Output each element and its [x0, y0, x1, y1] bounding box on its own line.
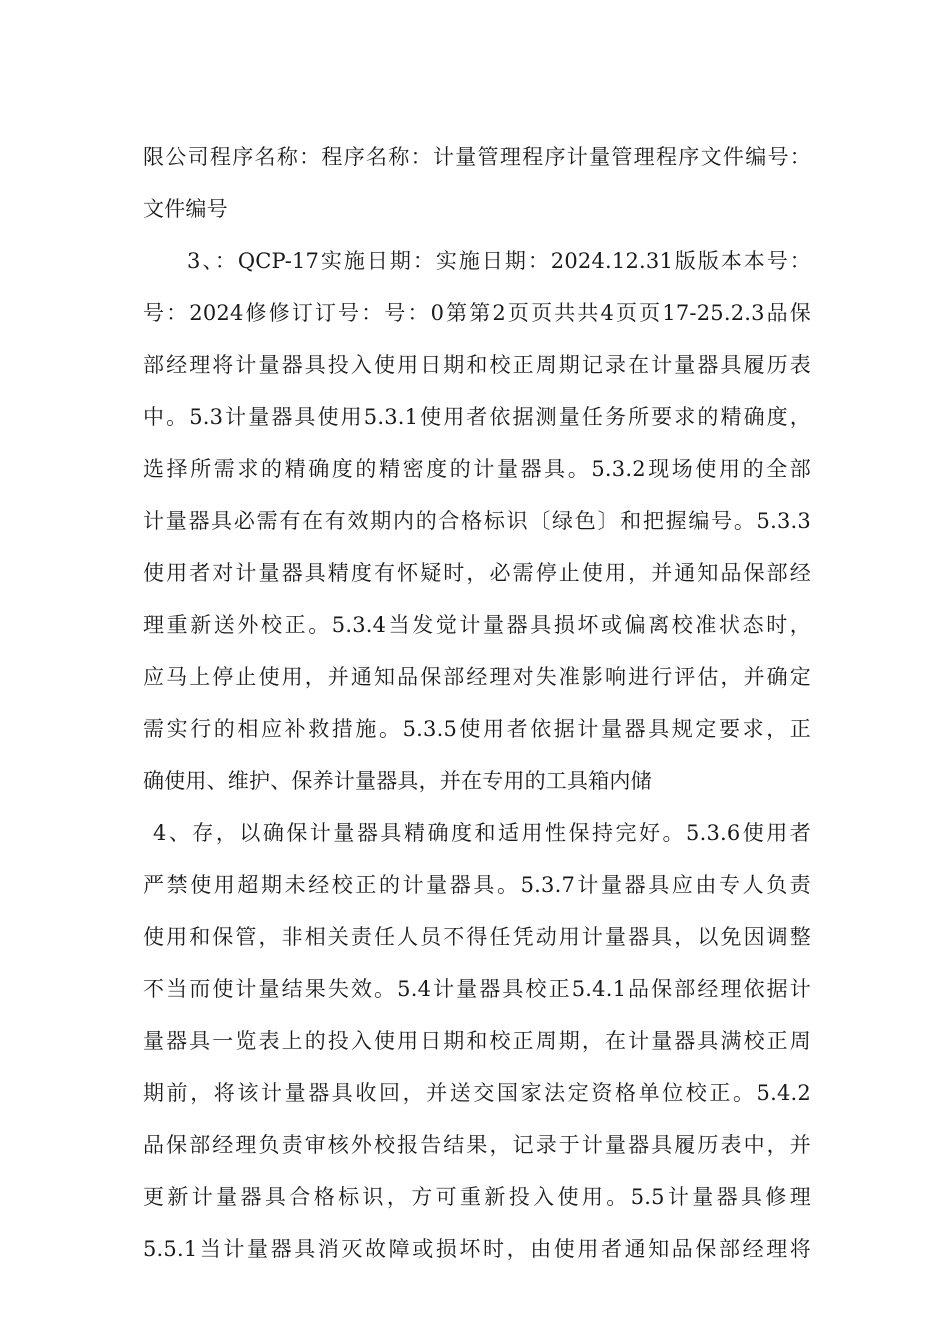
- text-line: 使用者对计量器具精度有怀疑时，必需停止使用，并通知品保部经: [143, 561, 811, 585]
- text-line: 选择所需求的精确度的精密度的计量器具。5.3.2现场使用的全部: [143, 457, 811, 481]
- text-line: 应马上停止使用，并通知品保部经理对失准影响进行评估，并确定: [143, 665, 811, 689]
- text-line: 使用和保管，非相关责任人员不得任凭动用计量器具，以免因调整: [143, 925, 811, 949]
- text-line: 部经理将计量器具投入使用日期和校正周期记录在计量器具履历表: [143, 353, 811, 377]
- text-line: 确使用、维护、保养计量器具，并在专用的工具箱内储: [143, 769, 652, 793]
- text-line: 量器具一览表上的投入使用日期和校正周期，在计量器具满校正周: [143, 1029, 811, 1053]
- text-line: 限公司程序名称：程序名称：计量管理程序计量管理程序文件编号：: [143, 145, 811, 169]
- text-line: 品保部经理负责审核外校报告结果，记录于计量器具履历表中，并: [143, 1133, 811, 1157]
- text-line: 严禁使用超期未经校正的计量器具。5.3.7计量器具应由专人负责: [143, 873, 811, 897]
- text-line: 不当而使计量结果失效。5.4计量器具校正5.4.1品保部经理依据计: [143, 977, 811, 1001]
- text-line: 需实行的相应补救措施。5.3.5使用者依据计量器具规定要求，正: [143, 717, 811, 741]
- text-line: 5.5.1当计量器具消灭故障或损坏时，由使用者通知品保部经理将: [143, 1237, 811, 1261]
- text-line: 文件编号: [143, 197, 228, 221]
- text-line: 期前，将该计量器具收回，并送交国家法定资格单位校正。5.4.2: [143, 1081, 811, 1105]
- text-line: 更新计量器具合格标识，方可重新投入使用。5.5计量器具修理: [143, 1185, 811, 1209]
- text-line: 理重新送外校正。5.3.4当发觉计量器具损坏或偏离校准状态时，: [143, 613, 811, 637]
- text-line: 中。5.3计量器具使用5.3.1使用者依据测量任务所要求的精确度，: [143, 405, 811, 429]
- text-line: 3、：QCP-17实施日期：实施日期：2024.12.31版版本本号：: [187, 249, 811, 273]
- text-line: 号：2024修修订订号：号：0第第2页页共共4页页17-25.2.3品保: [143, 301, 811, 325]
- text-line: 计量器具必需有在有效期内的合格标识〔绿色〕和把握编号。5.3.3: [143, 509, 811, 533]
- document-body: [143, 131, 811, 1275]
- text-line: 4、存，以确保计量器具精确度和适用性保持完好。5.3.6使用者: [153, 821, 811, 845]
